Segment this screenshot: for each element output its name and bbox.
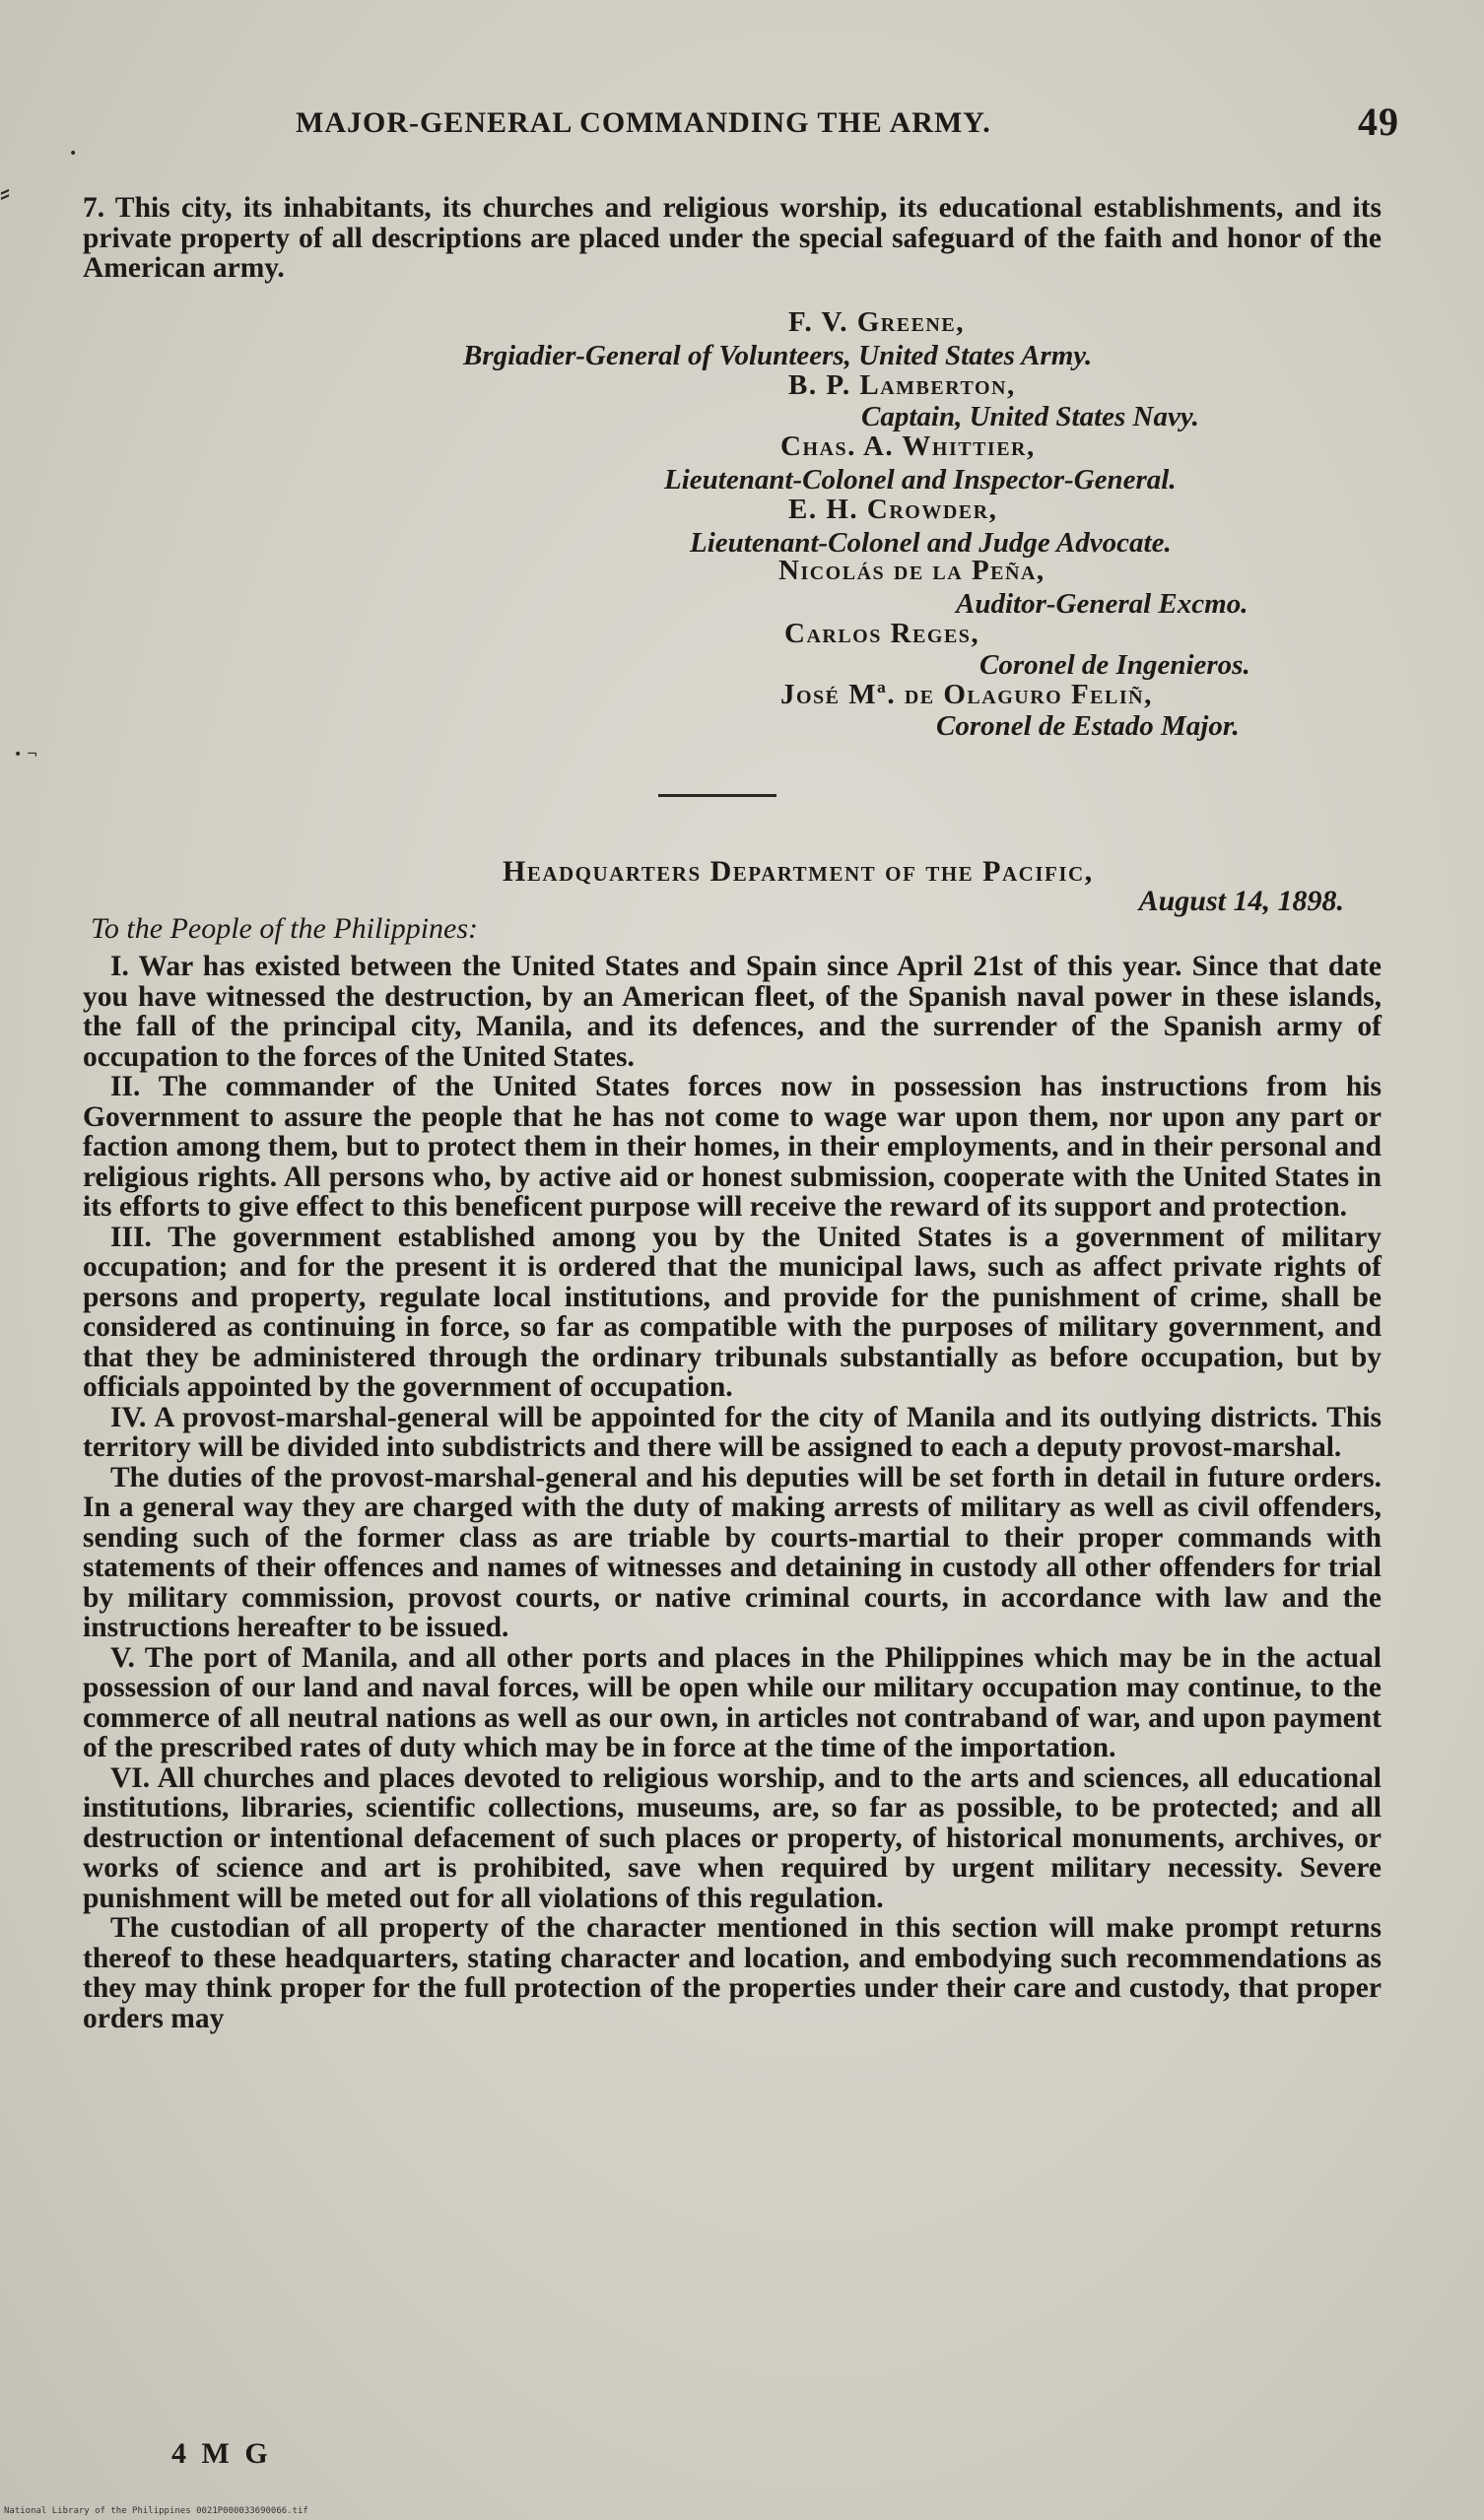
- paragraph-i: I. War has existed between the United States and Spain since April 21st of this year. Since that date you have witnessed the destruction, by an American fleet, of the Spanish naval power in these islands, the fall of the principal city, Manila, and its defences, and the surrender of the Spanish army of occupation to the forces of the United States.: [83, 951, 1382, 1073]
- paragraph-7: 7. This city, its inhabitants, its churches and religious worship, its educational establishments, and its private property of all descriptions are placed under the special safeguard of the faith and honor of the American army.: [83, 192, 1382, 284]
- headquarters-heading: Headquarters Department of the Pacific,: [503, 855, 1094, 888]
- paragraph-ii: II. The commander of the United States forces now in possession has instructions from his Government to assure the people that he has not come to wage war upon them, nor upon any part or faction among them, but to protect them in their homes, in their employments, and in their personal and religious rights. All persons who, by active aid or honest submission, cooperate with the United States in its efforts to give effect to this beneficent purpose will receive the reward of its support and protection.: [83, 1071, 1382, 1223]
- signatory-title: Brgiadier-General of Volunteers, United States Army.: [463, 340, 1093, 371]
- signatory-title: Auditor-General Excmo.: [956, 588, 1248, 620]
- speck-icon: •: [69, 146, 78, 162]
- scan-credit: National Library of the Philippines 0021P000033690066.tif: [4, 2506, 308, 2516]
- signatory-name: B. P. Lamberton,: [788, 369, 1016, 401]
- signatory-name: Nicolás de la Peña,: [778, 555, 1046, 586]
- signatory-title: Lieutenant-Colonel and Judge Advocate.: [690, 527, 1172, 559]
- salutation: To the People of the Philippines:: [91, 912, 479, 945]
- margin-mark-icon: ⸗: [0, 175, 10, 210]
- paragraph-iii: III. The government established among you by the United States is a government of military occupation; and for the present it is ordered that the municipal laws, such as affect private rights of persons and property, regulate local institutions, and provide for the punishment of crime, shall be considered as continuing in force, so far as compatible with the purposes of military government, and that they be administered through the ordinary tribunals substantially as before occupation, but by officials appointed by the government of occupation.: [83, 1221, 1382, 1403]
- signature-mark: 4 M G: [171, 2437, 272, 2470]
- signatory-title: Coronel de Ingenieros.: [979, 649, 1250, 681]
- proclamation-body: [83, 952, 1382, 2033]
- signatory-title: Captain, United States Navy.: [861, 401, 1199, 432]
- paragraph-iv-continued: The duties of the provost-marshal-general and his deputies will be set forth in detail in future orders. In a general way they are charged with the duty of making arrests of military as well as civil offenders, sending such of the former class as are triable by courts-martial to their proper commands with statements of their offences and names of witnesses and detaining in custody all other offenders for trial by military commission, provost courts, or native criminal courts, in accordance with law and the instructions hereafter to be issued.: [83, 1461, 1382, 1643]
- proclamation-date: August 14, 1898.: [1138, 885, 1344, 917]
- signatory-title: Coronel de Estado Major.: [936, 710, 1240, 742]
- section-divider: [658, 794, 776, 797]
- signatory-name: Carlos Reges,: [784, 618, 980, 649]
- paragraph-vi: VI. All churches and places devoted to religious worship, and to the arts and sciences, all educational institutions, libraries, scientific collections, museums, are, so far as possible, to be protected; and all destruction or intentional defacement of such places or property, of historical monuments, archives, or works of science and art is prohibited, save when required by urgent military necessity. Severe punishment will be meted out for all violations of this regulation.: [83, 1761, 1382, 1914]
- signatory-title: Lieutenant-Colonel and Inspector-General.: [664, 464, 1177, 496]
- running-title: MAJOR-GENERAL COMMANDING THE ARMY.: [296, 106, 991, 139]
- signatory-name: José Mª. de Olaguro Feliñ,: [780, 679, 1153, 710]
- paragraph-v: V. The port of Manila, and all other ports and places in the Philippines which may be in the actual possession of our land and naval forces, will be open while our military occupation may continue, to the commerce of all neutral nations as well as our own, in articles not contraband of war, and upon payment of the prescribed rates of duty which may be in force at the time of the importation.: [83, 1641, 1382, 1763]
- paragraph-vi-continued: The custodian of all property of the character mentioned in this section will make prompt returns thereof to these headquarters, stating character and location, and embodying such recommendations as they may think proper for the full protection of the properties under their care and custody, that proper orders may: [83, 1912, 1382, 2034]
- signatory-name: F. V. Greene,: [788, 306, 965, 338]
- page-number: 49: [1358, 99, 1399, 144]
- signatory-name: E. H. Crowder,: [788, 494, 998, 525]
- signatory-name: Chas. A. Whittier,: [780, 431, 1036, 462]
- paragraph-iv: IV. A provost-marshal-general will be appointed for the city of Manila and its outlying districts. This territory will be divided into subdistricts and there will be assigned to each a deputy provost-marshal.: [83, 1401, 1382, 1463]
- speck-icon: • ¬: [14, 747, 38, 763]
